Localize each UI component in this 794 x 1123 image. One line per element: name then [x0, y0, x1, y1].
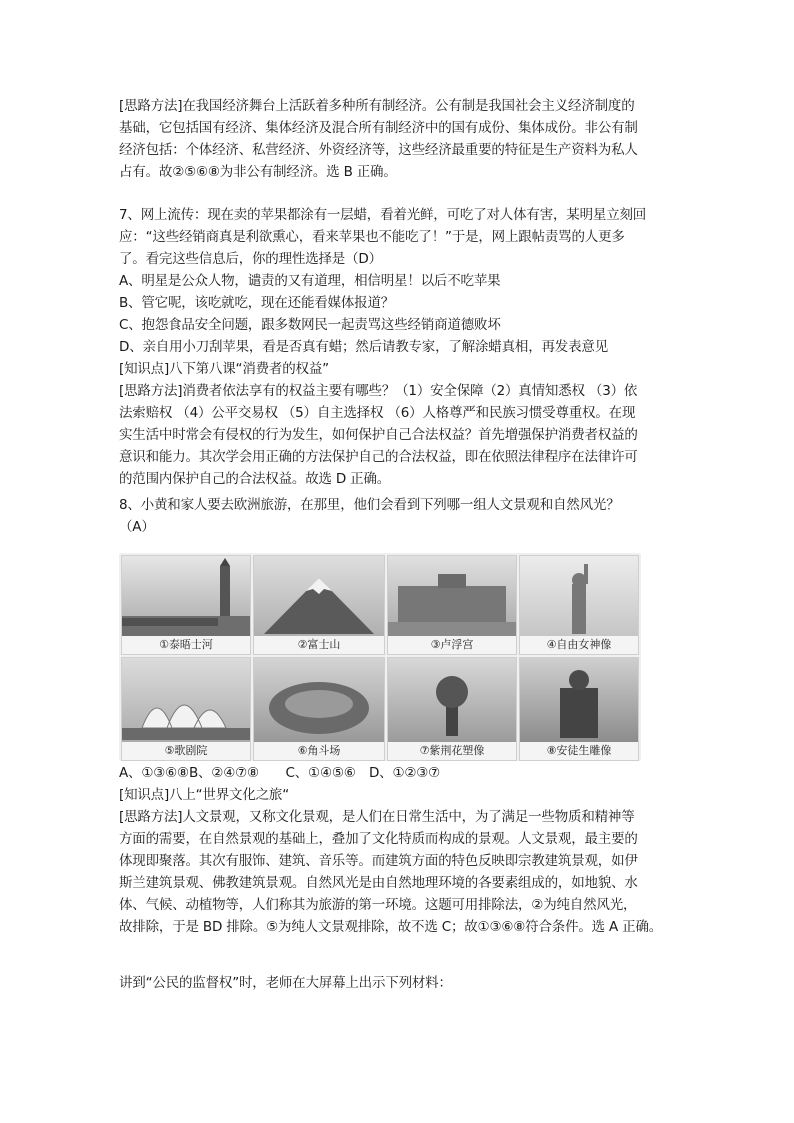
photo-colosseum — [253, 657, 385, 761]
option-d: D、亲自用小刀刮苹果，看是否真有蜡；然后请教专家，了解涂蜡真相，再发表意见 — [119, 339, 608, 355]
text-line: [思路方法]在我国经济舞台上活跃着多种所有制经济。公有制是我国社会主义经济制度的 — [119, 98, 635, 114]
option-b: B、管它呢，该吃就吃，现在还能看媒体报道？ — [119, 295, 395, 311]
photo-thames — [121, 555, 251, 655]
option-c: C、抱怨食品安全问题，跟多数网民一起责骂这些经销商道德败坏 — [119, 317, 501, 333]
text-line: 基础，它包括国有经济、集体经济及混合所有制经济中的国有成份、集体成份。非公有制 — [119, 120, 638, 136]
photo-caption: ⑦紫荆花塑像 — [388, 742, 516, 760]
photo-andersen — [519, 657, 639, 761]
knowledge-point: [知识点]八下第八课“消费者的权益” — [119, 361, 329, 377]
text-line: 斯兰建筑景观、佛教建筑景观。自然风光是由自然地理环境的各要素组成的，如地貌、水 — [119, 875, 638, 891]
text-line: 占有。故②⑤⑥⑧为非公有制经济。选 B 正确。 — [119, 164, 397, 180]
photo-caption: ③卢浮宫 — [388, 636, 516, 654]
text-line: 体、气候、动植物等，人们称其为旅游的第一环境。这题可用排除法，②为纯自然风光， — [119, 897, 637, 913]
photo-caption: ①泰晤士河 — [122, 636, 250, 654]
options-line: A、①③⑥⑧B、②④⑦⑧ C、①④⑤⑥ D、①②③⑦ — [119, 765, 441, 781]
text-line: [思路方法]消费者依法享有的权益主要有哪些？（1）安全保障（2）真情知悉权 （3）依 — [119, 383, 638, 399]
text-line: 了。看完这些信息后，你的理性选择是（D） — [119, 251, 382, 267]
photo-grid — [119, 553, 641, 761]
photo-caption: ⑤歌剧院 — [122, 742, 250, 760]
answer-mark: （A） — [119, 519, 155, 535]
text-line: 方面的需要，在自然景观的基础上，叠加了文化特质而构成的景观。人文景观，最主要的 — [119, 831, 638, 847]
question-7 — [119, 204, 689, 490]
text-line: 7、网上流传：现在卖的苹果都涂有一层蜡，看着光鲜，可吃了对人体有害，某明星立刻回 — [119, 207, 647, 223]
photo-caption: ④自由女神像 — [520, 636, 638, 654]
text-line: [思路方法]人文景观，又称文化景观，是人们在日常生活中，为了满足一些物质和精神等 — [119, 809, 635, 825]
text-line: 经济包括：个体经济、私营经济、外资经济等，这些经济最重要的特征是生产资料为私人 — [119, 142, 638, 158]
text-line: 体现即聚落。其次有服饰、建筑、音乐等。而建筑方面的特色反映即宗教建筑景观，如伊 — [119, 853, 638, 869]
text-line: 应：“这些经销商真是利欲熏心，看来苹果也不能吃了！”于是，网上跟帖责骂的人更多 — [119, 229, 625, 245]
paragraph-p1 — [119, 95, 689, 183]
option-a: A、明星是公众人物，谴责的又有道理，相信明星！以后不吃苹果 — [119, 273, 501, 289]
closing-paragraph — [119, 972, 689, 994]
knowledge-point: [知识点]八上“世界文化之旅“ — [119, 787, 290, 803]
question-8-continued — [119, 762, 689, 938]
photo-opera-house — [121, 657, 251, 761]
text-line: 法索赔权 （4）公平交易权 （5）自主选择权 （6）人格尊严和民族习惯受尊重权。在现 — [119, 405, 636, 421]
photo-bauhinia — [387, 657, 517, 761]
question-8 — [119, 494, 689, 538]
text-line: 讲到“公民的监督权”时，老师在大屏幕上出示下列材料： — [119, 975, 452, 991]
photo-caption: ②富士山 — [254, 636, 384, 654]
photo-louvre — [387, 555, 517, 655]
text-line: 故排除，于是 BD 排除。⑤为纯人文景观排除，故不选 C；故①③⑥⑧符合条件。选 A 正确。 — [119, 919, 663, 935]
photo-liberty — [519, 555, 639, 655]
text-line: 实生活中时常会有侵权的行为发生，如何保护自己合法权益？首先增强保护消费者权益的 — [119, 427, 638, 443]
text-line: 意识和能力。其次学会用正确的方法保护自己的合法权益，即在依照法律程序在法律许可 — [119, 449, 638, 465]
photo-caption: ⑥角斗场 — [254, 742, 384, 760]
text-line: 的范围内保护自己的合法权益。故选 D 正确。 — [119, 471, 391, 487]
photo-fuji — [253, 555, 385, 655]
text-line: 8、小黄和家人要去欧洲旅游，在那里，他们会看到下列哪一组人文景观和自然风光？ — [119, 497, 620, 513]
photo-caption: ⑧安徒生雕像 — [520, 742, 638, 760]
